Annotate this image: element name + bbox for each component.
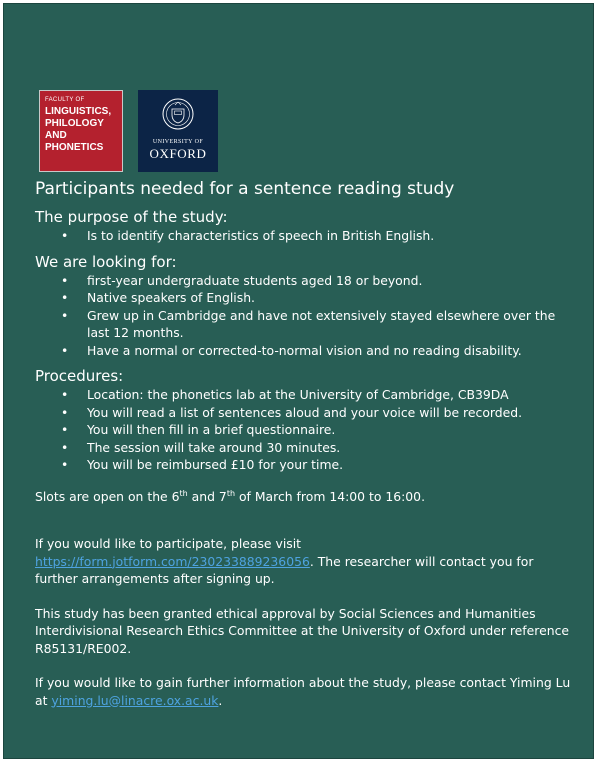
contact-text-part: If you would like to gain further information about the study, please contact Yiming Lu at	[35, 675, 571, 708]
faculty-logo	[39, 90, 123, 172]
faculty-logo-line: AND	[45, 130, 67, 141]
list-item: • first-year undergraduate students aged 18 or beyond.	[35, 272, 580, 290]
poster-title: Participants needed for a sentence reading study	[35, 179, 455, 199]
list-item: • You will then fill in a brief questionnaire.	[35, 421, 580, 439]
list-item: • The session will take around 30 minutes.	[35, 439, 580, 457]
ordinal-suffix: th	[179, 488, 188, 498]
list-item: • Location: the phonetics lab at the University of Cambridge, CB39DA	[35, 386, 580, 404]
participate-text	[35, 535, 580, 588]
list-item: • You will be reimbursed £10 for your time.	[35, 456, 580, 474]
faculty-logo-line: LINGUISTICS,	[45, 106, 112, 117]
procedures-heading: Procedures:	[35, 367, 124, 385]
poster	[3, 3, 594, 759]
list-item: • Have a normal or corrected-to-normal vision and no reading disability.	[35, 342, 580, 360]
looking-for-list	[35, 272, 580, 360]
contact-text	[35, 674, 580, 709]
ethics-text: This study has been granted ethical approval by Social Sciences and Humanities Interdivisional Research Ethics Committee at the University of Oxford under reference R85131/RE002.	[35, 605, 570, 656]
list-item: • Native speakers of English.	[35, 289, 580, 307]
contact-text-part: .	[218, 692, 223, 708]
slots-text-part: of March from 14:00 to 16:00.	[235, 488, 426, 504]
slots-text-part: and 7	[187, 488, 227, 504]
faculty-logo-line: PHILOLOGY	[45, 118, 104, 129]
logo-row	[39, 90, 218, 172]
list-item: • You will read a list of sentences aloud and your voice will be recorded.	[35, 404, 580, 422]
oxford-crest-icon	[162, 96, 194, 132]
signup-form-link[interactable]: https://form.jotform.com/230233889236056	[35, 553, 310, 569]
oxford-logo-university-of: UNIVERSITY OF	[152, 139, 204, 145]
oxford-logo	[138, 90, 218, 172]
faculty-logo-line: PHONETICS	[45, 142, 104, 153]
participate-text-part: If you would like to participate, please visit	[35, 536, 302, 551]
ordinal-suffix: th	[226, 488, 236, 498]
faculty-logo-small: FACULTY OF	[45, 97, 85, 103]
purpose-heading: The purpose of the study:	[35, 208, 228, 226]
contact-email-link[interactable]: yiming.lu@linacre.ox.ac.uk	[51, 692, 219, 708]
procedures-list	[35, 386, 580, 474]
slots-text-part: Slots are open on the 6	[35, 488, 180, 504]
looking-for-heading: We are looking for:	[35, 252, 177, 271]
list-item: • Grew up in Cambridge and have not extensively stayed elsewhere over the last 12 months.	[35, 307, 580, 342]
purpose-list	[35, 227, 580, 245]
oxford-logo-wordmark: OXFORD	[149, 146, 207, 161]
participate-text-part: . The researcher will contact you for further arrangements after signing up.	[35, 553, 534, 586]
poster-content	[35, 179, 580, 709]
slots-text	[35, 488, 580, 506]
list-item: • Is to identify characteristics of speech in British English.	[35, 227, 580, 245]
